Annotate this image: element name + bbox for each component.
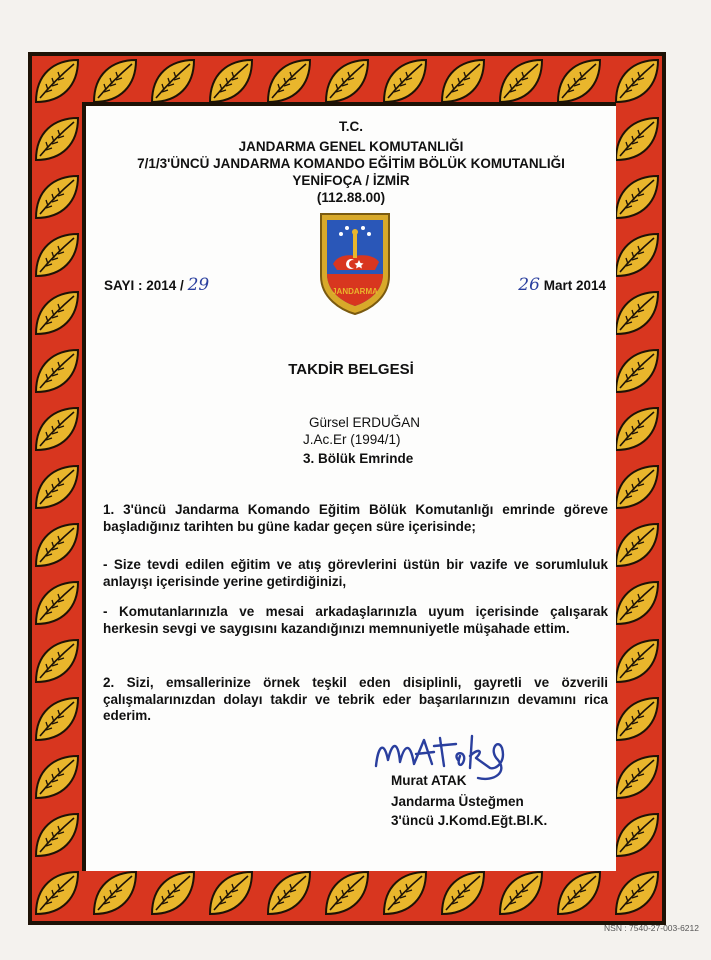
- body-paragraph-1: 1. 3'üncü Jandarma Komando Eğitim Bölük Komutanlığı emrinde göreve başladığınız tarihten bu güne kadar geçen süre içerisinde;: [103, 502, 608, 534]
- header-command: JANDARMA GENEL KOMUTANLIĞI: [238, 139, 464, 154]
- date-day-handwritten: 26: [518, 275, 540, 295]
- signatory-name: Murat ATAK: [391, 773, 467, 788]
- header-tc: T.C.: [338, 119, 363, 134]
- body-paragraph-4: 2. Sizi, emsallerinize örnek teşkil eden disiplinli, gayretli ve özverili çalışmalarınızdan dolayı takdir ve tebrik eder başarılarınızın devamını rica ederim.: [103, 675, 608, 723]
- body-paragraph-3: - Komutanlarınızla ve mesai arkadaşlarınızla uyum içerisinde çalışarak herkesin sevgi ve saygısını kazandığınızı memnuniyetle müşahade ettim.: [103, 604, 608, 636]
- nsn-code: NSN : 7540-27-003-6212: [604, 923, 699, 933]
- reference-number: [104, 275, 209, 295]
- body-paragraph-2: - Size tevdi edilen eğitim ve atış görevlerini üstün bir vazife ve sorumluluk anlayışı içerisinde yerine getirdiğinizi,: [103, 557, 608, 589]
- signatory-rank: Jandarma Üsteğmen: [391, 794, 524, 809]
- jandarma-emblem-icon: [317, 210, 393, 316]
- recipient-name: Gürsel ERDUĞAN: [309, 415, 421, 430]
- emblem-text: JANDARMA: [332, 287, 378, 296]
- header-location: YENİFOÇA / İZMİR: [292, 173, 410, 188]
- date-month-year: Mart 2014: [543, 278, 606, 293]
- reference-label: SAYI : 2014 /: [104, 278, 184, 293]
- certificate-title: TAKDİR BELGESİ: [288, 361, 414, 378]
- reference-handwritten: 29: [187, 275, 210, 295]
- header-unit: 7/1/3'ÜNCÜ JANDARMA KOMANDO EĞİTİM BÖLÜK KOMUTANLIĞI: [137, 156, 565, 171]
- header-code: (112.88.00): [316, 190, 386, 205]
- signatory-unit: 3'üncü J.Komd.Eğt.Bl.K.: [391, 813, 548, 828]
- document-date: [518, 275, 606, 295]
- recipient-rank: J.Ac.Er (1994/1): [303, 432, 401, 447]
- recipient-unit: 3. Bölük Emrinde: [303, 451, 414, 466]
